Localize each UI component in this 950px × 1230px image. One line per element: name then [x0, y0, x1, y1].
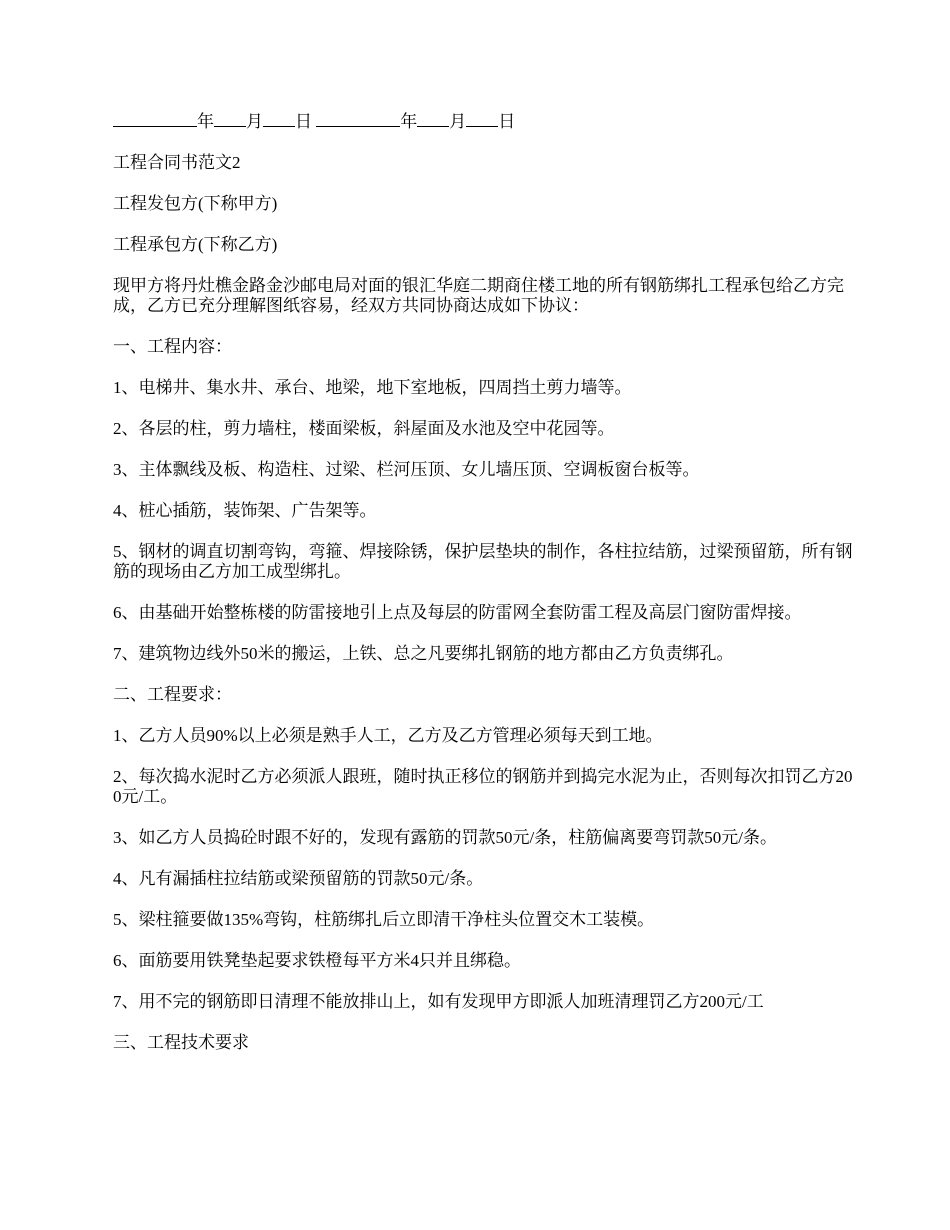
section-1-item-6: 6、由基础开始整栋楼的防雷接地引上点及每层的防雷网全套防雷工程及高层门窗防雷焊接。 — [113, 603, 802, 622]
section-2-item-1: 1、乙方人员90%以上必须是熟手人工，乙方及乙方管理必须每天到工地。 — [113, 726, 663, 745]
section-2-item-2: 2、每次捣水泥时乙方必须派人跟班，随时执正移位的钢筋并到捣完水泥为止，否则每次扣罚乙方200元/工。 — [113, 767, 853, 806]
section-2-item-6: 6、面筋要用铁凳垫起要求铁橙每平方米4只并且绑稳。 — [113, 951, 521, 970]
section-1-item-3: 3、主体飘线及板、构造柱、过梁、栏河压顶、女儿墙压顶、空调板窗台板等。 — [113, 460, 700, 479]
section-heading-2: 二、工程要求： — [113, 685, 232, 704]
section-1-item-4: 4、桩心插筋，装饰架、广告架等。 — [113, 501, 377, 520]
month-blank-2 — [417, 112, 449, 127]
day-blank-2 — [466, 112, 498, 127]
document-page — [113, 112, 853, 1074]
year-blank-2 — [316, 112, 400, 127]
day-blank — [263, 112, 295, 127]
month-label: 月 — [246, 112, 263, 131]
party-b-line: 工程承包方(下称乙方) — [113, 235, 278, 254]
section-1-item-2: 2、各层的柱，剪力墙柱，楼面梁板，斜屋面及水池及空中花园等。 — [113, 419, 615, 438]
year-label: 年 — [197, 112, 214, 131]
section-heading-3: 三、工程技术要求 — [113, 1033, 249, 1052]
section-1-item-1: 1、电梯井、集水井、承台、地梁，地下室地板，四周挡土剪力墙等。 — [113, 378, 632, 397]
day-label-2: 日 — [498, 112, 516, 131]
section-1-item-7: 7、建筑物边线外50米的搬运，上铁、总之凡要绑扎钢筋的地方都由乙方负责绑孔。 — [113, 644, 734, 663]
day-label: 日 — [295, 112, 312, 131]
signature-date-line — [113, 112, 853, 132]
month-label-2: 月 — [449, 112, 467, 131]
party-a-line: 工程发包方(下称甲方) — [113, 194, 278, 213]
section-1-item-5: 5、钢材的调直切割弯钩，弯箍、焊接除锈，保护层垫块的制作，各柱拉结筋，过梁预留筋，所有钢筋的现场由乙方加工成型绑扎。 — [113, 542, 853, 581]
section-heading-1: 一、工程内容： — [113, 337, 232, 356]
section-2-item-4: 4、凡有漏插柱拉结筋或梁预留筋的罚款50元/条。 — [113, 869, 484, 888]
month-blank — [214, 112, 246, 127]
section-2-item-7: 7、用不完的钢筋即日清理不能放排山上，如有发现甲方即派人加班清理罚乙方200元/工 — [113, 992, 764, 1011]
document-title: 工程合同书范文2 — [113, 153, 241, 172]
intro-paragraph: 现甲方将丹灶樵金路金沙邮电局对面的银汇华庭二期商住楼工地的所有钢筋绑扎工程承包给乙方完成，乙方已充分理解图纸容易，经双方共同协商达成如下协议： — [113, 276, 844, 315]
year-blank — [113, 112, 197, 127]
section-2-item-3: 3、如乙方人员捣砼时跟不好的，发现有露筋的罚款50元/条，柱筋偏离要弯罚款50元/条。 — [113, 828, 777, 847]
section-2-item-5: 5、梁柱箍要做135%弯钩，柱筋绑扎后立即清干净柱头位置交木工装模。 — [113, 910, 655, 929]
year-label-2: 年 — [400, 112, 418, 131]
